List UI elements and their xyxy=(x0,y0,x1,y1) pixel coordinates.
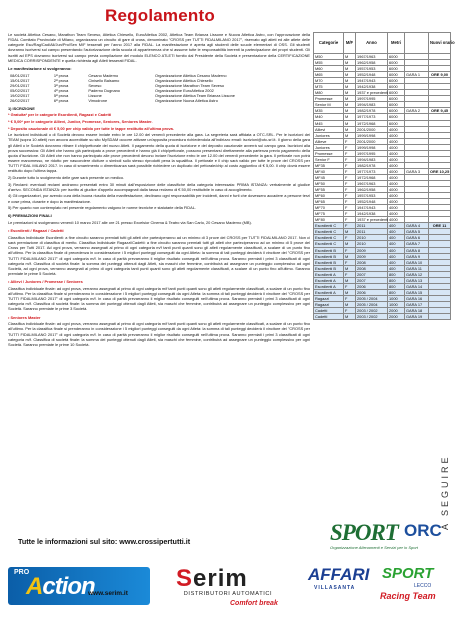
category-meters: 400 xyxy=(388,229,405,235)
category-meters: 4000 xyxy=(388,132,405,138)
category-sex: F xyxy=(344,193,356,199)
category-name: MF55 xyxy=(314,187,344,193)
category-sex: F xyxy=(344,271,356,277)
category-gara: GARA 14 xyxy=(405,283,429,289)
event-date: 08/01/2017 xyxy=(10,72,30,78)
category-meters: 6000 xyxy=(388,102,405,108)
category-meters: 4000 xyxy=(388,217,405,223)
event-prova: 4ª prova xyxy=(53,87,69,93)
event-place: Cinisello Balsamo xyxy=(88,77,120,83)
category-gara: GARA 4 xyxy=(405,223,429,229)
category-year: 2007 xyxy=(356,277,388,283)
footer-website-text[interactable]: Tutte le informazioni sul sito: www.crossipertutti.it xyxy=(18,537,191,546)
category-meters: 800 xyxy=(388,271,405,277)
event-place: Paderno Dugnano xyxy=(88,87,120,93)
category-meters: 4000 xyxy=(388,138,405,144)
category-gara: GARA 11 xyxy=(405,265,429,271)
category-sex: F xyxy=(344,180,356,186)
categories-header xyxy=(405,33,429,54)
category-meters: 400 xyxy=(388,247,405,253)
category-meters: 6000 xyxy=(388,72,405,78)
event-org: Organizzazione EuroAtletica 2002 xyxy=(154,87,214,93)
category-name: MF70 xyxy=(314,205,344,211)
serim-s: S xyxy=(176,565,194,592)
category-sex: M xyxy=(344,265,356,271)
category-sex: F xyxy=(344,138,356,144)
category-year: 1952/1948 xyxy=(356,72,388,78)
event-place: Lissone xyxy=(88,92,102,98)
sport-word: SPORT xyxy=(330,520,398,545)
category-name: M50 xyxy=(314,54,344,60)
category-year: 1977/1973 xyxy=(356,168,388,174)
serim-logo xyxy=(160,559,292,615)
category-year: 1937 e precedenti xyxy=(357,90,389,96)
event-prova: 2ª prova xyxy=(53,77,69,83)
category-meters: 400 xyxy=(388,259,405,265)
category-meters: 2000 xyxy=(388,314,405,320)
event-org: Organizzazione Atletica Chiesello xyxy=(154,77,213,83)
category-name: M45 xyxy=(314,120,344,126)
serim-subtitle: DISTRIBUTORI AUTOMATICI xyxy=(183,591,273,597)
category-name: Allieve xyxy=(314,138,344,144)
category-meters: 2000 xyxy=(388,307,405,313)
iscrizione-deposit: * Deposito cauzionale di € 5,00 per chip valido per tutte le tappe restituito all'ultima prova. xyxy=(8,125,174,131)
category-name: MF65 xyxy=(314,199,344,205)
category-meters: 4000 xyxy=(388,180,405,186)
category-name: Ragazzi xyxy=(314,295,344,301)
serim-word xyxy=(176,565,248,593)
category-meters: 6000 xyxy=(388,66,405,72)
category-sex: F xyxy=(344,162,356,168)
category-name: Juniores xyxy=(314,132,344,138)
category-gara: GARA 18 xyxy=(405,307,429,313)
category-sex: M xyxy=(344,66,356,72)
category-sex: F xyxy=(344,199,356,205)
category-meters: 6000 xyxy=(388,114,405,120)
category-sex: M xyxy=(344,60,356,66)
category-name: MF75 xyxy=(314,211,344,217)
category-meters: 400 xyxy=(388,223,405,229)
category-name: MF60 xyxy=(314,193,344,199)
category-gara: GARA 2 xyxy=(405,108,429,114)
category-year: 1999/1998 xyxy=(356,144,388,150)
category-sex: F xyxy=(344,144,356,150)
category-year: 2001/2000 xyxy=(356,126,388,132)
category-sex: F xyxy=(344,168,356,174)
category-meters: 4000 xyxy=(388,174,405,180)
category-gara: GARA 10 xyxy=(405,259,429,265)
category-year: 1957/1953 xyxy=(356,193,388,199)
event-date: 05/02/2017 xyxy=(10,87,30,93)
category-meters: 1000 xyxy=(388,295,405,301)
category-name: Cadetti xyxy=(314,314,344,320)
category-year: 1952/1948 xyxy=(356,199,388,205)
category-gara: GARA 9 xyxy=(405,253,429,259)
proaction-ction: ction xyxy=(42,573,95,600)
master-heading: • Seniores Master xyxy=(8,315,310,320)
category-sex: M xyxy=(344,301,356,307)
event-date: 15/01/2017 xyxy=(10,77,30,83)
proaction-word xyxy=(26,573,95,601)
category-name: M65 xyxy=(314,72,344,78)
category-meters: 800 xyxy=(388,283,405,289)
category-meters: 400 xyxy=(388,235,405,241)
category-sex: M xyxy=(344,90,356,96)
category-year: 1957/1953 xyxy=(356,66,388,72)
category-name: M35 xyxy=(314,108,344,114)
category-name: Esordienti A xyxy=(314,283,344,289)
intro-paragraph: Le società Atletica Cesano, Marathon Team Seveso, Atletica Chiesello, EuroAtletica 2002, Atletica Team Brianza Lissone e Nuova Atletica Astro, con l'approvazione della FIDAL Comitato Provinciale di Milano, organizzano un circuito di gare di cross, denominato "CROSS per TUTTI FIDALMILANO 2017", riservato agli atleti ed alle atlete delle categorie Eso/Rag/Cad/All/Jun/Pro/Sen M/F tesserati per l'anno 2017 alla FIDAL. La manifestazione è aperta agli studenti delle scuole elementari di OSS. Gli studenti dovranno iscriversi sul campo presentando l'autorizzazione della scuola di appartenenza che si assume tutte le responsabilità inerenti la partecipazione dei propri studenti. Gli iscritti ad EPS dovranno iscriversi sul campo previa compilazione del modulo ELENCO ATLETI fornito dal Presidente della Società e presentazione della CERTIFICAZIONE MEDICA CORRISPONDENTE e quella richiesta agli Atleti tesserati FIDAL. xyxy=(8,32,310,63)
serim-slogan: Comfort break xyxy=(230,600,278,607)
rule-2: 2) Durante tutto lo svolgimento delle gare sarà presente un medico. xyxy=(8,174,125,180)
category-meters: 6000 xyxy=(388,96,405,102)
category-meters: 4000 xyxy=(388,187,405,193)
category-meters: 4000 xyxy=(388,162,405,168)
category-name: Esordienti C xyxy=(314,235,344,241)
category-year: 1997/1995 xyxy=(356,96,388,102)
category-sex: M xyxy=(344,289,356,295)
iscrizione-fee: * € 5,00* per le categorie Allievi, Juniior, Promesse, Seniores, Seniores Master. xyxy=(8,118,153,124)
category-name: Esordienti C xyxy=(314,241,344,247)
category-year: 2006 xyxy=(356,289,388,295)
category-time: ORE 9,45 xyxy=(429,108,451,114)
esordienti-body: Classifica Individuale Esordienti: a fine circuito saranno premiati tutti gli atleti che parteciperanno ad un minimo di 3 prove del CROSS per TUTTI FIDALMILANO 2017. Non ci sarà premiazione di classifica di merito. Classifica Individuale Ragazzi/Cadetti: a fine circuito saranno premiati tutti gli atleti che parteciperanno ad un minimo di 5 prove del Cross per Tutti 2017. Ad ogni prova, verranno assegnati al primo di ogni categoria m/f tanti punti quanti sono gli atleti regolarmente classificati, a scalare di un punto fino all'ultimo. Per la classifica finale di precedenza in considerazione i 5 migliori punteggi conseguiti da ogni Atleta: la somma di tali punteggi deciderà il vincitore del "CROSS per TUTTI FIDALMILANO 2017" di ogni categoria m/f. In caso di parità prevarranno il miglior risultato conseguiti nell'ultima prova. Saranno premiati i primi 3 classificati di ogni categoria m/f. Classifica di società finale: la somma dei punteggi ottenuti dagli Atleti, sia maschi che femmine, contribuirà ad assegnare un punteggio complessivo ad ogni Società, ad ogni prova, verranno assegnati al primo di ogni categoria tanti punti quanti sono gli atleti regolarmente classificati, a scalare di un punto fino all'ultimo. Saranno premiate le prime 5 Società. xyxy=(8,234,310,276)
event-prova: 5ª prova xyxy=(53,92,69,98)
category-sex: M xyxy=(344,114,356,120)
events-heading: Le manifestazione si svolgeranno: xyxy=(8,65,72,71)
category-year: 2009 xyxy=(356,247,388,253)
category-meters: 4000 xyxy=(388,193,405,199)
category-meters: 4000 xyxy=(388,168,405,174)
lecco-word: LECCO xyxy=(414,583,432,589)
event-row xyxy=(8,98,310,103)
category-sex: F xyxy=(344,259,356,265)
iscrizione-free: * Gratuita* per le categorie Esordienti, Ragazzi e Cadetti xyxy=(8,112,112,118)
category-sex: M xyxy=(344,96,356,102)
category-name: Promesse xyxy=(314,150,344,156)
event-org: Organizzazione Marathon Team Seveso xyxy=(154,82,225,88)
category-sex: M xyxy=(344,108,356,114)
a-seguire-label: A SEGUIRE xyxy=(440,454,450,530)
category-sex: F xyxy=(344,235,356,241)
premiazioni-body: Le premiazioni si svolgeranno venerdì 10 marzo 2017 alle ore 21 presso Excelsior Cinema & Teatro via San Carlo, 20 Cesano Maderno (MB). xyxy=(8,220,252,226)
serim-rest: erim xyxy=(193,565,248,592)
category-name: M80 xyxy=(314,90,344,96)
category-sex: F xyxy=(344,156,356,162)
category-sex: M xyxy=(344,54,356,60)
category-meters: 6000 xyxy=(388,84,405,90)
category-gara: GARA 19 xyxy=(405,314,429,320)
category-meters: 4000 xyxy=(388,205,405,211)
category-name: Promesse xyxy=(314,96,344,102)
category-name: MF80 xyxy=(314,217,344,223)
category-sex: F xyxy=(344,217,356,223)
event-date: 19/02/2017 xyxy=(10,92,30,98)
sport-lecco-word: SPORT xyxy=(382,565,434,582)
event-prova: 3ª prova xyxy=(53,82,69,88)
category-sex: M xyxy=(344,84,356,90)
regulation-text xyxy=(8,32,310,532)
category-name: MF50 xyxy=(314,180,344,186)
category-year: 1962/1958 xyxy=(356,187,388,193)
category-name: Esordienti A xyxy=(314,289,344,295)
iscrizione-body: Le iscrizioni individuali o di Società devono essere inviate entro le ore 12.00 del venerdì precedente alla gara. La segreteria sarà affidata a OTC-SRL. Per le iscrizioni dei TEAM (sopra 10 atleti) non ancora accreditate su sito MySDAM occorre attivare un'apposita procedura richiedendola all'indirizzo email: iscrizioni@otc-srl.it. Il giorno della gara gli Atleti o le Società dovranno ritirare il chip/pettorale del nuovo Atleti. Il pagamento della quota di iscrizione e del deposito cauzionale avverrà sul campo gara. Iscrizioni alla prova successiva: Gli Atleti che hanno già partecipato a prove precedenti e hanno già il chip/pettorale, possono presentarsi direttamente alla partenza previo pagamento della quota d'iscrizione. Gli Atleti che non hanno partecipato alle prove precedenti devono inviare l'iscrizione entro le ore 12.00 del venerdì precedente la gara. Il pettorale non potrà essere manomesso, ne ridotto per nascondere diciture o simboli sullo stesso riprodotti pena la squalifica. Il pettorale e il chip sarà valido per tutte le prove del CROSS per TUTTI FIDAL MILANO 2017. In caso di smarrimento o dimenticanza sarà possibile richiedere un duplicato del pettorale/chip al costo aggiuntivo di € 5,00. Il chip dovrà essere restituito dopo l'ultima tappa. xyxy=(8,132,310,174)
category-gara: GARA 6 xyxy=(405,235,429,241)
category-gara: GARA 16 xyxy=(405,295,429,301)
allievi-body: Classifica individuale finale: ad ogni prova, verranno assegnati al primo di ogni categoria m/f tanti punti quanti sono gli atleti regolarmente classificati, a scalare di un punto fino all'ultimo. Per la classifica finale si prenderanno in considerazione i 5 migliori punteggi conseguiti da ogni Atleta: la somma di tali punteggi deciderà il vincitore del "CROSS per TUTTI FIDALMILANO 2017" di ogni categoria m/f. In caso di parità prevarranno il miglior risultato conseguiti nell'ultima prova. Saranno premiati i primi 3 classificati di ogni categoria m/f. Classifica di società finale: la somma dei punteggi ottenuti dagli Atleti, sia maschi che femmine, contribuirà ad assegnare un punteggio complessivo per ogni Società. Saranno premiate le prime 3 Società. xyxy=(8,285,310,312)
category-sex: F xyxy=(344,223,356,229)
category-name: MF45 xyxy=(314,174,344,180)
category-year: 1982/1978 xyxy=(356,162,388,168)
categories-header: Nuovi orario xyxy=(429,33,451,54)
category-meters: 6000 xyxy=(388,54,405,60)
orc-word: ORC xyxy=(404,521,442,540)
category-time: ORE 11 xyxy=(429,223,451,229)
event-date: 29/01/2017 xyxy=(10,82,30,88)
category-year: 2010 xyxy=(356,241,388,247)
event-org: Organizzazione Nuova Atletica Astro xyxy=(154,97,218,103)
event-place: Seveso xyxy=(88,82,102,88)
category-name: Esordienti B xyxy=(314,259,344,265)
category-name: M75 xyxy=(314,84,344,90)
category-year: 2008 xyxy=(356,259,388,265)
category-year: 2006 xyxy=(356,283,388,289)
category-sex: F xyxy=(344,307,356,313)
category-year: 1994/1983 xyxy=(356,102,388,108)
event-org: Organizzazione Atletica Team Brianza Lissone xyxy=(154,92,235,98)
premiazioni-heading: 6) PREMIAZIONI FINALI xyxy=(8,213,52,219)
affari-sport-logo xyxy=(306,559,450,615)
sport-orc-tagline: Organizzazione Allenamenti e Servizi per lo Sport xyxy=(330,545,418,550)
category-year: 2003 / 2002 xyxy=(356,314,388,320)
category-year: 1947/1943 xyxy=(356,78,388,84)
sponsor-strip xyxy=(0,553,456,629)
category-sex: F xyxy=(344,211,356,217)
category-year: 1977/1973 xyxy=(356,114,388,120)
rule-5: 5) Per quanto non contemplato nel presente regolamento valgono le norme tecniche e statutarie della FIDAL. xyxy=(8,205,196,211)
category-sex: F xyxy=(344,247,356,253)
category-sex: F xyxy=(344,205,356,211)
category-gara: GARA 5 xyxy=(405,229,429,235)
categories-header: Categorie xyxy=(314,33,344,54)
master-body: Classifica individuale finale: ad ogni prova, verranno assegnati al primo di ogni categoria m/f tanti punti quanti sono gli atleti regolarmente classificati, a scalare di un punto fino all'ultimo. Per la classifica finale si prenderanno in considerazione i 5 migliori punteggi conseguiti da ogni Atleta: la somma di tali punteggi deciderà il vincitore del "CROSS per TUTTI FIDALMILANO 2017" di ogni categoria m/f. In caso di parità prevarranno il miglior risultato conseguiti nell'ultima prova. Saranno premiati i primi 3 classificati di ogni categoria m/f. Classifica di società finale: la somma dei punteggi ottenuti dagli Atleti, sia maschi che femmine, contribuirà ad assegnare un punteggio complessivo per ogni Società. Saranno premiate le prime 10 Società. xyxy=(8,321,310,347)
category-name: Cadetti xyxy=(314,307,344,313)
proaction-pro: PRO xyxy=(14,569,30,576)
category-name: Esordienti C xyxy=(314,223,344,229)
villasanta-word: VILLASANTA xyxy=(314,585,356,591)
category-gara: GARA 3 xyxy=(405,168,429,174)
categories-header: Anno xyxy=(356,33,388,54)
categories-header: Metri xyxy=(388,33,405,54)
category-year: 1942/1938 xyxy=(356,211,388,217)
event-place: Vimodrone xyxy=(88,97,108,103)
category-gara: GARA 12 xyxy=(405,271,429,277)
allievi-heading: • Allievi / Juniores / Promesse / Seniores xyxy=(8,279,310,284)
category-sex: M xyxy=(344,132,356,138)
category-meters: 6000 xyxy=(388,90,405,96)
category-name: M70 xyxy=(314,78,344,84)
category-year: 1972/1968 xyxy=(356,120,388,126)
iscrizione-heading: 1) ISCRIZIONE xyxy=(8,105,35,111)
category-meters: 6000 xyxy=(388,60,405,66)
category-year: 2009 xyxy=(356,253,388,259)
category-gara: GARA 17 xyxy=(405,301,429,307)
category-year: 2011 xyxy=(356,223,388,229)
category-year: 2010 xyxy=(356,235,388,241)
category-year: 1947/1943 xyxy=(356,205,388,211)
category-name: Esordienti B xyxy=(314,253,344,259)
category-name: MF40 xyxy=(314,168,344,174)
category-name: Senior F xyxy=(314,156,344,162)
category-name: Ragazzi xyxy=(314,301,344,307)
page-title: Regolamento xyxy=(105,6,215,25)
category-sex: F xyxy=(344,187,356,193)
category-name: M40 xyxy=(314,114,344,120)
category-meters: 800 xyxy=(388,277,405,283)
category-name: Allievi xyxy=(314,126,344,132)
category-sex: M xyxy=(344,241,356,247)
category-sex: M xyxy=(344,277,356,283)
category-row xyxy=(314,314,451,320)
category-sex: M xyxy=(344,126,356,132)
category-name: M55 xyxy=(314,60,344,66)
category-year: 1972/1968 xyxy=(356,174,388,180)
category-sex: F xyxy=(344,174,356,180)
esordienti-heading: • Esordienti / Ragazzi / Cadetti xyxy=(8,228,310,233)
category-sex: M xyxy=(344,253,356,259)
category-meters: 400 xyxy=(388,253,405,259)
category-year: 2011 xyxy=(356,229,388,235)
event-place: Cesano Maderno xyxy=(88,72,119,78)
category-meters: 4000 xyxy=(388,144,405,150)
sport-orc-logo xyxy=(330,520,448,550)
category-name: Esordienti C xyxy=(314,229,344,235)
category-time: ORE 9,00 xyxy=(429,72,451,78)
category-time: ORE 10,25 xyxy=(430,168,450,174)
category-sex: F xyxy=(344,295,356,301)
events-table xyxy=(8,73,310,103)
category-meters: 4000 xyxy=(388,199,405,205)
category-year: 1962/1958 xyxy=(356,60,388,66)
category-sex: F xyxy=(344,150,356,156)
category-sex: F xyxy=(344,283,356,289)
category-name: Esordienti A xyxy=(314,271,344,277)
category-name: M60 xyxy=(314,66,344,72)
category-year: 2003 / 2002 xyxy=(356,307,388,313)
category-name: MF35 xyxy=(314,162,344,168)
category-meters: 6000 xyxy=(388,120,405,126)
category-year: 1937 e precedenti xyxy=(357,217,389,223)
category-name: Juniores xyxy=(314,144,344,150)
category-gara: GARA 15 xyxy=(405,289,429,295)
category-sex: M xyxy=(344,102,356,108)
affari-word: AFFARI xyxy=(308,565,370,584)
category-year: 1994/1983 xyxy=(356,156,388,162)
category-gara: GARA 13 xyxy=(405,277,429,283)
category-meters: 1000 xyxy=(388,301,405,307)
proaction-a: A xyxy=(26,573,43,600)
category-name: Esordienti A xyxy=(314,277,344,283)
category-meters: 4000 xyxy=(388,126,405,132)
category-gara: GARA 7 xyxy=(405,241,429,247)
category-year: 2001/2000 xyxy=(356,138,388,144)
category-year: 1967/1963 xyxy=(356,180,388,186)
category-name: Esordienti B xyxy=(314,265,344,271)
event-org: Organizzazione Atletica Cesano Maderno xyxy=(154,72,227,78)
category-meters: 400 xyxy=(388,265,405,271)
category-sex: M xyxy=(344,229,356,235)
event-prova: 1ª prova xyxy=(53,72,69,78)
category-gara: GARA 8 xyxy=(405,247,429,253)
category-year: 1982/1978 xyxy=(356,108,388,114)
rule-4: 4) Gli organizzatori, pur avendo cura della buona riuscita della manifestazione, declinano ogni responsabilità per incidenti, danni e furti che dovessero accadere a persone terzi e cose prima, durante e dopo la manifestazione. xyxy=(8,193,310,204)
category-sex: M xyxy=(344,314,356,320)
category-meters: 4000 xyxy=(388,211,405,217)
category-year: 1999/1998 xyxy=(356,132,388,138)
rule-3: 3) Reclami: eventuali reclami andranno presentati entro 30 minuti dall'esposizione delle classifiche della categoria interessata: PRIMA ISTANZA: verbalmente al giudice d'arrivo. SECONDA ISTANZA: per iscritto al giudice d'appello accompagnati dalla tassa reclamo di € 50,00 restituibile in caso di accoglimento. xyxy=(8,181,310,192)
category-name: Esordienti B xyxy=(314,247,344,253)
category-meters: 400 xyxy=(388,241,405,247)
category-name: Senior M xyxy=(314,102,344,108)
category-meters: 6000 xyxy=(388,78,405,84)
category-gara: GARA 1 xyxy=(405,72,429,78)
categories-header: M/F xyxy=(344,33,356,54)
category-sex: M xyxy=(344,72,356,78)
category-year: 2007 xyxy=(356,271,388,277)
category-sex: M xyxy=(344,78,356,84)
racing-team-word: Racing Team xyxy=(380,591,436,601)
category-sex: M xyxy=(344,120,356,126)
category-meters: 4000 xyxy=(388,156,405,162)
event-prova: 6ª prova xyxy=(53,97,69,103)
category-time xyxy=(429,314,451,320)
serim-url[interactable]: www.serim.it xyxy=(88,590,128,597)
category-year: 1997/1995 xyxy=(356,150,388,156)
category-year: 2008 xyxy=(356,265,388,271)
proaction-logo xyxy=(8,559,150,615)
category-year: 1967/1963 xyxy=(356,54,388,60)
event-date: 26/02/2017 xyxy=(10,97,30,103)
categories-table xyxy=(313,32,455,320)
category-year: 2005 / 2004 xyxy=(356,295,388,301)
category-meters: 800 xyxy=(388,289,405,295)
category-meters: 4000 xyxy=(388,150,405,156)
category-year: 1942/1938 xyxy=(356,84,388,90)
category-meters: 6000 xyxy=(388,108,405,114)
category-year: 2005 / 2004 xyxy=(356,301,388,307)
